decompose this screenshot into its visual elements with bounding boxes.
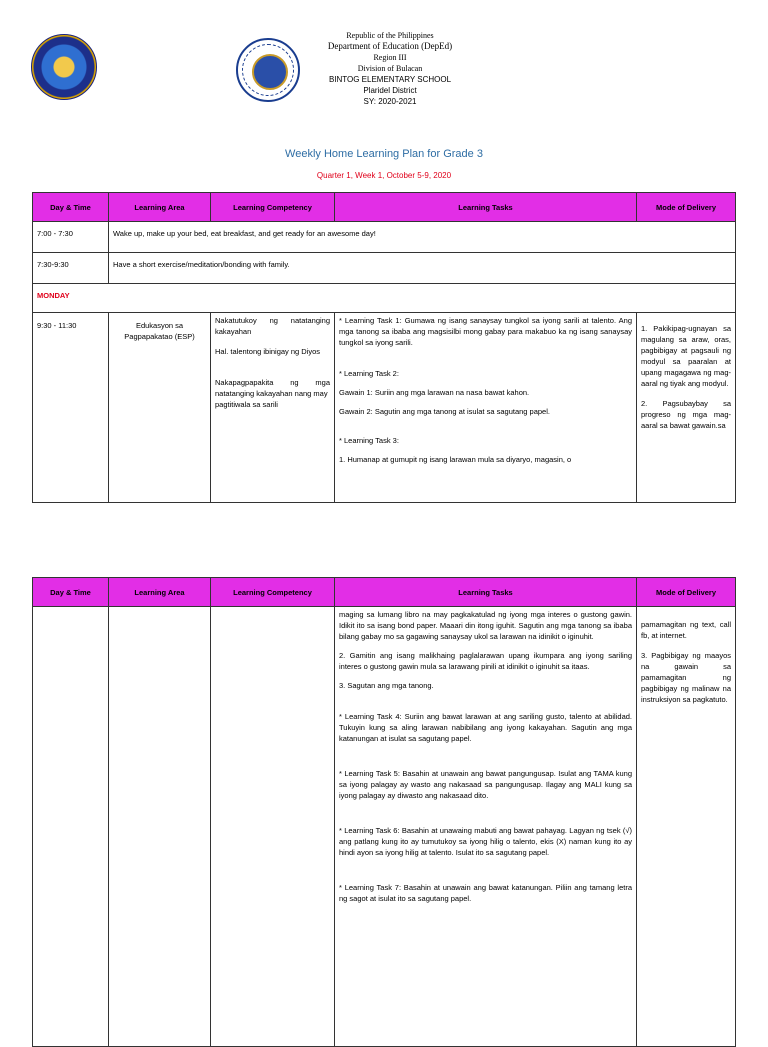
column-header: Mode of Delivery: [637, 578, 736, 607]
column-header: Learning Tasks: [335, 193, 637, 222]
task-text: * Learning Task 1: Gumawa ng isang sanaysay tungkol sa iyong sarili at talento. Ang mga tanong sa ibaba ang magsisilbi mong gabay para makabuo ka ng isang sanaysay tungkol sa iyong sarili.: [339, 316, 632, 347]
mode-of-delivery-cell: [637, 313, 736, 503]
letterhead-line: Plaridel District: [363, 86, 417, 95]
delivery-text: pamamagitan ng text, call fb, at internet.: [641, 620, 731, 640]
competency-text: Nakatutukoy ng natatanging kakayahan: [215, 316, 330, 336]
learning-competency-cell: [211, 313, 335, 503]
learning-competency-cell: [211, 607, 335, 1047]
activity-cell: Wake up, make up your bed, eat breakfast, and get ready for an awesome day!: [109, 222, 736, 253]
competency-text: Hal. talentong ibinigay ng Diyos: [215, 347, 321, 356]
letterhead-line: Region III: [373, 53, 407, 62]
table-row: [33, 222, 736, 253]
table-header-row: [33, 193, 736, 222]
learning-plan-table: [32, 192, 736, 503]
task-text: Gawain 2: Sagutin ang mga tanong at isulat sa sagutang papel.: [339, 407, 550, 416]
table-row: [33, 253, 736, 284]
column-header: Day & Time: [33, 578, 109, 607]
learning-area-cell: [109, 607, 211, 1047]
table-header-row: [33, 578, 736, 607]
letterhead-line: Republic of the Philippines: [346, 31, 434, 40]
time-cell: 7:00 - 7:30: [33, 222, 109, 253]
competency-text: Nakapagpapakita ng mga natatanging kakayahan nang may: [215, 378, 330, 398]
letterhead: [300, 30, 480, 107]
task-text: * Learning Task 3:: [339, 436, 399, 445]
learning-tasks-cell: [335, 313, 637, 503]
table-row: [33, 607, 736, 1047]
letterhead-line: Department of Education (DepEd): [327, 41, 453, 51]
column-header: Day & Time: [33, 193, 109, 222]
task-text: * Learning Task 5: Basahin at unawain ang bawat pangungusap. Isulat ang TAMA kung sa iyong palagay ay wasto ang nakasaad sa pangungusap. Ilagay ang MALI kung sa iyong palagay ay diwasto ang nakasaad dito.: [339, 769, 632, 800]
letterhead-line: SY: 2020-2021: [363, 97, 417, 106]
table-row: [33, 284, 736, 313]
column-header: Mode of Delivery: [637, 193, 736, 222]
time-cell: 7:30-9:30: [33, 253, 109, 284]
learning-plan-table-continued: [32, 577, 736, 1047]
time-cell: 9:30 - 11:30: [33, 313, 109, 503]
mode-of-delivery-cell: [637, 607, 736, 1047]
activity-cell: Have a short exercise/meditation/bonding with family.: [109, 253, 736, 284]
delivery-text: 1. Pakikipag-ugnayan sa magulang sa araw, oras, pagbibigay at pagsauli ng modyul sa paaralan at upang magagawa ng mag-aaral ng tiyak ang modyul.: [641, 324, 731, 388]
delivery-text: 2. Pagsubaybay sa progreso ng mga mag-aaral sa bawat gawain.sa: [641, 399, 731, 430]
column-header: Learning Area: [109, 578, 211, 607]
page-subtitle: Quarter 1, Week 1, October 5-9, 2020: [316, 171, 452, 180]
learning-area-cell: Edukasyon sa Pagpapakatao (ESP): [109, 313, 211, 503]
task-text: maging sa lumang libro na may pagkakatulad ng iyong mga interes o gustong gawin. Idikit ito sa isang bond paper. Maaari din itong iguhit. Sagutin ang mga tanong sa ibaba bilang gabay mo sa gagawing sanaysay ukol sa larawan na idinikit o iginuhit.: [339, 610, 632, 641]
task-text: 2. Gamitin ang isang malikhaing paglalarawan upang ikumpara ang iyong sariling interes o gustong gawin mula sa larawang pinili at idinikit o iginuhit sa itaas.: [339, 651, 632, 671]
task-text: * Learning Task 4: Suriin ang bawat larawan at ang sariling gusto, talento at abilidad. Tukuyin kung sa aling larawan nabibilang ang iyong kakayahan. Sagutin ang mga katanungan at isulat sa sagutang papel.: [339, 712, 632, 743]
deped-seal-logo: [236, 38, 300, 102]
task-text: * Learning Task 6: Basahin at unawaing mabuti ang bawat pahayag. Lagyan ng tsek (√) ang patlang kung ito ay tumutukoy sa iyong hilig o talento, ekis (X) naman kung ito ay hindi ayon sa iyong hilig at talento. Isulat ito sa sagutang papel.: [339, 826, 632, 857]
time-cell: [33, 607, 109, 1047]
letterhead-line: BINTOG ELEMENTARY SCHOOL: [328, 75, 452, 84]
column-header: Learning Tasks: [335, 578, 637, 607]
column-header: Learning Competency: [211, 193, 335, 222]
task-text: 1. Humanap at gumupit ng isang larawan mula sa diyaryo, magasin, o: [339, 455, 572, 464]
school-logo: [31, 34, 97, 100]
column-header: Learning Area: [109, 193, 211, 222]
task-text: 3. Sagutan ang mga tanong.: [339, 681, 434, 690]
day-label: MONDAY: [33, 284, 736, 313]
competency-text: pagtitiwala sa sarili: [215, 400, 278, 409]
letterhead-line: Division of Bulacan: [357, 64, 423, 73]
task-text: * Learning Task 2:: [339, 369, 399, 378]
page-title: Weekly Home Learning Plan for Grade 3: [285, 148, 483, 160]
task-text: Gawain 1: Suriin ang mga larawan na nasa bawat kahon.: [339, 388, 530, 397]
task-text: * Learning Task 7: Basahin at unawain ang bawat katanungan. Piliin ang tamang letra ng sagot at isulat ito sa sagutang papel.: [339, 883, 632, 903]
column-header: Learning Competency: [211, 578, 335, 607]
delivery-text: 3. Pagbibigay ng maayos na gawain sa pamamagitan ng pagbibigay ng malinaw na instruksiyon sa pagkatuto.: [641, 651, 731, 704]
table-row: [33, 313, 736, 503]
learning-tasks-cell: [335, 607, 637, 1047]
